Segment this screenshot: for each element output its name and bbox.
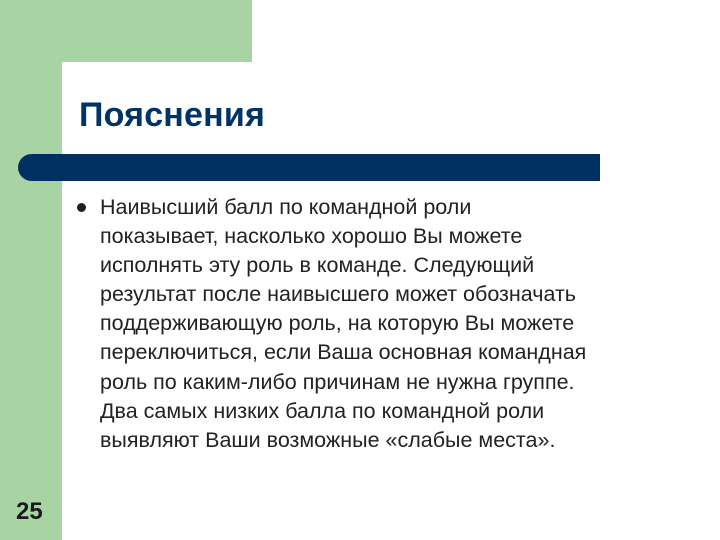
bullet-text-line: результат после наивысшего может обозначать [100,282,576,307]
bullet-icon [77,203,86,212]
bullet-text-line: поддерживающую роль, на которую Вы можете [100,311,575,336]
bullet-text-line: Наивысший балл по командной роли [100,195,472,219]
bullet-text [100,193,675,455]
decorative-green-left-band [0,0,62,540]
bullet-text-line: Два самых низких балла по командной роли [100,398,545,423]
bullet-text-line: переключиться, если Ваша основная командная [100,340,587,365]
page-title: Пояснения [79,96,266,134]
slide-number: 25 [16,498,43,525]
bullet-text-line: выявляют Ваши возможные «слабые места». [100,427,556,452]
bullet-text-line: роль по каким-либо причинам не нужна группе. [100,369,575,394]
title-underline-bar [18,154,600,181]
bullet-text-line: исполнять эту роль в команде. Следующий [100,253,535,278]
bullet-text-line: показывает, насколько хорошо Вы можете [100,224,523,249]
